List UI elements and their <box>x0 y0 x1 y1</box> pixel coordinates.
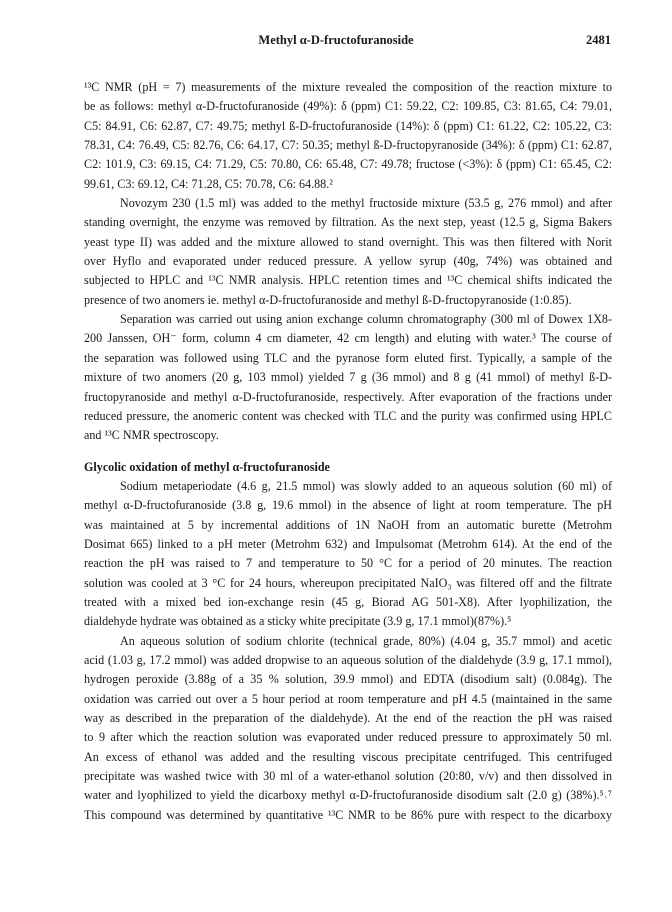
text-line: precipitate was washed twice with 30 ml of a water-ethanol solution (20:80, v/v) and then dissolved in <box>84 769 612 784</box>
text-line: This compound was determined by quantitative ¹³C NMR to be 86% pure with respect to the dicarboxy <box>84 807 612 822</box>
paragraph-periodate <box>84 477 612 632</box>
text-line: water and lyophilized to yield the dicarboxy methyl α-D-fructofuranoside disodium salt (2.0 g) (38%).⁵˒⁷ <box>84 788 612 803</box>
text-line: 99.61, C3: 69.12, C4: 71.28, C5: 70.78, C6: 64.88.² <box>84 176 333 191</box>
text-line: to 9 after which the reaction solution was evaporated under reduced pressure to approximately 50 ml. <box>84 730 612 745</box>
text-line: reduced pressure, the anomeric content was checked with TLC and the purity was confirmed using HPLC <box>84 408 612 423</box>
text-line: fructopyranoside and methyl α-D-fructofuranoside, respectively. After evaporation of the fractions under <box>84 389 612 404</box>
text-line: mixture of two anomers (20 g, 103 mmol) yielded 7 g (36 mmol) and 8 g (41 mmol) of methyl ß-D- <box>84 370 612 385</box>
text-line: be as follows: methyl α-D-fructofuranoside (49%): δ (ppm) C1: 59.22, C2: 109.85, C3: 81.65, C4: 79.01, <box>84 99 612 114</box>
running-title: Methyl α-D-fructofuranoside <box>258 33 414 47</box>
text-line: was maintained at 5 by incremental additions of 1N NaOH from an automatic burette (Metrohm <box>84 517 612 532</box>
text-line: hydrogen peroxide (3.88g of a 35 % solution, 39.9 mmol) and EDTA (disodium salt) (0.084g). The <box>84 672 612 687</box>
paragraph-novozym <box>84 194 612 310</box>
text-line: ¹³C NMR (pH = 7) measurements of the mixture revealed the composition of the reaction mixture to <box>84 80 612 94</box>
text-line: C5: 84.91, C6: 62.87, C7: 49.75; methyl ß-D-fructofuranoside (14%): δ (ppm) C1: 61.22, C2: 105.22, C3: <box>84 118 612 133</box>
text-line: and ¹³C NMR spectroscopy. <box>84 428 219 443</box>
paragraph-nmr-composition <box>84 78 612 194</box>
text-line: oxidation was carried out over a 5 hour period at room temperature and pH 4.5 (maintained in the same <box>84 691 612 706</box>
text-line: An aqueous solution of sodium chlorite (technical grade, 80%) (4.04 g, 35.7 mmol) and acetic <box>120 633 612 648</box>
page-number: 2481 <box>586 33 611 47</box>
section-heading: Glycolic oxidation of methyl α-fructofuranoside <box>84 459 330 474</box>
text-line: C2: 101.9, C3: 69.15, C4: 71.29, C5: 70.80, C6: 65.48, C7: 49.78; fructose (<3%): δ (ppm) C1: 65.45, C2: <box>84 157 612 172</box>
text-line: acid (1.03 g, 17.2 mmol) was added dropwise to an aqueous solution of the dialdehyde (3.9 g, 17.1 mmol), <box>84 652 612 667</box>
text-line: Separation was carried out using anion exchange column chromatography (300 ml of Dowex 1X8- <box>120 312 612 327</box>
text-line: presence of two anomers ie. methyl α-D-fructofuranoside and methyl ß-D-fructopyranoside (1:0.85). <box>84 292 572 307</box>
text-line: Novozym 230 (1.5 ml) was added to the methyl fructoside mixture (53.5 g, 276 mmol) and after <box>120 196 612 211</box>
text-line: dialdehyde hydrate was obtained as a sticky white precipitate (3.9 g, 17.1 mmol)(87%).⁵ <box>84 614 512 629</box>
text-line: over Hyflo and evaporated under reduced pressure. A yellow syrup (40g, 74%) was obtained and <box>84 254 612 269</box>
paragraph-chlorite <box>84 632 612 825</box>
text-line: standing overnight, the enzyme was removed by filtration. As the next step, yeast (12.5 g, Sigma Bakers <box>84 215 612 230</box>
text-line: solution was cooled at 3 °C for 24 hours, whereupon precipitated NaIO₃ was filtered off and the filtrate <box>84 575 612 590</box>
text-line: Sodium metaperiodate (4.6 g, 21.5 mmol) was slowly added to an aqueous solution (60 ml) of <box>120 478 612 493</box>
text-line: the separation was followed using TLC and the pyranose form eluted first. Typically, a sample of the <box>84 350 612 365</box>
text-line: 200 Janssen, OH⁻ form, column 4 cm diameter, 42 cm length) and eluting with water.³ The course of <box>84 331 612 346</box>
body-text <box>84 78 612 825</box>
text-line: way as described in the preparation of the dialdehyde). At the end of the reaction the pH was raised <box>84 711 612 725</box>
text-line: treated with a mixed bed ion-exchange resin (45 g, Biorad AG 501-X8). After lyophilization, the <box>84 594 612 609</box>
text-line: Dosimat 665) linked to a pH meter (Metrohm 632) and Impulsomat (Metrohm 614). At the end of the <box>84 536 612 551</box>
text-line: yeast type II) was added and the mixture allowed to stand overnight. This was then filtered with Norit <box>84 234 612 249</box>
text-line: An excess of ethanol was added and the resulting viscous precipitate centrifuged. This centrifuged <box>84 749 612 764</box>
paragraph-separation <box>84 310 612 445</box>
text-line: 78.31, C4: 76.49, C5: 82.76, C6: 64.17, C7: 50.35; methyl ß-D-fructopyranoside (34%): δ (ppm) C1: 62.87, <box>84 138 612 153</box>
text-line: reaction the pH was raised to 7 and temperature to 50 °C for a period of 20 minutes. The reaction <box>84 556 612 571</box>
text-line: subjected to HPLC and ¹³C NMR analysis. HPLC retention times and ¹³C chemical shifts indicated the <box>84 273 612 288</box>
text-line: methyl α-D-fructofuranoside (3.8 g, 19.6 mmol) in the absence of light at room temperature. The pH <box>84 498 612 513</box>
